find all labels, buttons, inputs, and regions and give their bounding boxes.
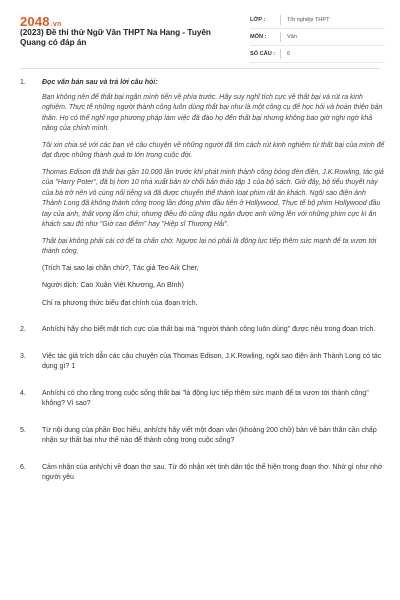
question-number: 4. [20, 389, 26, 397]
question-5 [20, 426, 385, 447]
meta-separator [280, 49, 281, 59]
question-text: Anh/chị có cho rằng trong cuộc sống thất bại "là động lực tiếp thêm sức mạnh để ta vươn tới thành công" không? Vì sao? [42, 389, 369, 407]
meta-key: SỐ CÂU : [250, 51, 276, 57]
meta-value: 6 [287, 51, 291, 57]
header-divider [20, 68, 380, 69]
source-line: Người dịch: Cao Xuân Việt Khương, An Bình) [42, 282, 184, 289]
question-number: 3. [20, 352, 26, 360]
question-request: Chỉ ra phương thức biểu đạt chính của đoạn trích. [42, 299, 198, 307]
reading-passage [42, 93, 385, 258]
question-text: Từ nội dung của phần Đọc hiểu, anh/chị hãy viết một đoạn văn (khoảng 200 chữ) bàn về bản thân cần chấp nhận sự thất bại như thế nào để thành công trong cuộc sống? [42, 426, 377, 444]
question-3 [20, 352, 385, 373]
meta-key: LỚP : [250, 17, 266, 23]
question-title: Đọc văn bản sau và trả lời câu hỏi: [42, 79, 158, 86]
question-number: 2. [20, 326, 26, 333]
meta-value: Tốt nghiệp THPT [287, 17, 330, 23]
logo-suffix: .vn [50, 21, 62, 28]
question-text: Việc tác giả trích dẫn các câu chuyện của Thomas Edison, J.K.Rowling, ngôi sao điện ảnh Thành Long có tác dụng gì? 1 [42, 352, 382, 370]
question-text: Cảm nhận của anh/chị về đoạn thơ sau. Từ đó nhận xét tinh dân tộc thể hiện trong đoạn thơ. Nhớ gì như nhớ người yêu [42, 463, 383, 481]
passage-source [42, 264, 385, 292]
question-4 [20, 389, 385, 410]
meta-key: MÔN : [250, 34, 267, 40]
site-logo[interactable] [20, 14, 61, 29]
question-6 [20, 463, 385, 484]
question-2 [20, 325, 385, 336]
meta-value: Văn [287, 34, 297, 40]
document-title: (2023) Đề thi thử Ngữ Văn THPT Na Hang - Tuyên Quang có đáp án [20, 28, 211, 48]
logo-text: 2048 [20, 14, 50, 29]
question-number: 5. [20, 426, 26, 434]
question-number: 6. [20, 463, 26, 471]
passage-paragraph: Tôi xin chia sẻ với các bạn về câu chuyện về những người đã tìm cách rút kinh nghiệm từ thất bại của mình để đạt được những thành quả to lớn trong cuộc đời. [42, 141, 385, 159]
meta-row-class [250, 12, 385, 29]
question-body [34, 78, 385, 309]
question-list [20, 78, 385, 500]
passage-paragraph: Thomas Edison đã thất bại gần 10.000 lần trước khi phát minh thành công bóng đèn điện, J.K.Rowling, tác giả của "Harry Poter", đã bị hơn 10 nhà xuất bản từ chối bản thảo tập 1 của bộ sách. Giờ đây, bộ tiểu thuyết này của bà trở nên vô cùng nổi tiếng và đã được chuyển thể thành loạt phim rất ăn khách. Ngôi sao điện ảnh Thành Long đã không thành công trong lần đóng phim đầu tiên ở Hollywood. Thực tế bộ phim Hollywood đầu tay của anh, thất vọng lắm chứ, nhưng điều đó cũng đâu ngăn được anh vững lên với những phim cực kì ăn khách sau đó như "Giờ cao điểm" hay "Hiệp sĩ Thượng Hải". [42, 168, 384, 228]
meta-row-subject [250, 29, 385, 46]
source-line: (Trích Tại sao lại chần chừ?, Tác giả Teo Aik Cher, [42, 264, 199, 272]
question-1 [20, 78, 385, 309]
header [0, 0, 400, 64]
meta-info-table [250, 12, 385, 63]
question-text: Anh/chị hãy cho biết mặt tích cực của thất bại mà "người thành công luôn dùng" được nêu trong đoạn trích. [42, 326, 376, 333]
passage-paragraph: Thất bại không phải cái cớ để ta chấn chờ. Ngược lại nó phải là động lực tiếp thêm sức mạnh để ta vươn tới thành công. [42, 237, 377, 255]
meta-separator [280, 32, 281, 42]
question-number: 1. [20, 79, 26, 86]
meta-row-question-count [250, 46, 385, 63]
meta-separator [280, 15, 281, 25]
passage-paragraph: Bạn không nên để thất bại ngăn mình tiến về phía trước. Hãy suy nghĩ tích cực về thất bại và rút ra kinh nghiệm. Thực tế những người thành công luôn dùng thất bại như là một công cụ để học hỏi và hoàn thiện bản thân. Họ có thể nghĩ ngợ phương pháp làm việc đã đào họ đến thất bại nhưng không bao giờ nghi ngờ khả năng của chính mình. [42, 93, 383, 132]
